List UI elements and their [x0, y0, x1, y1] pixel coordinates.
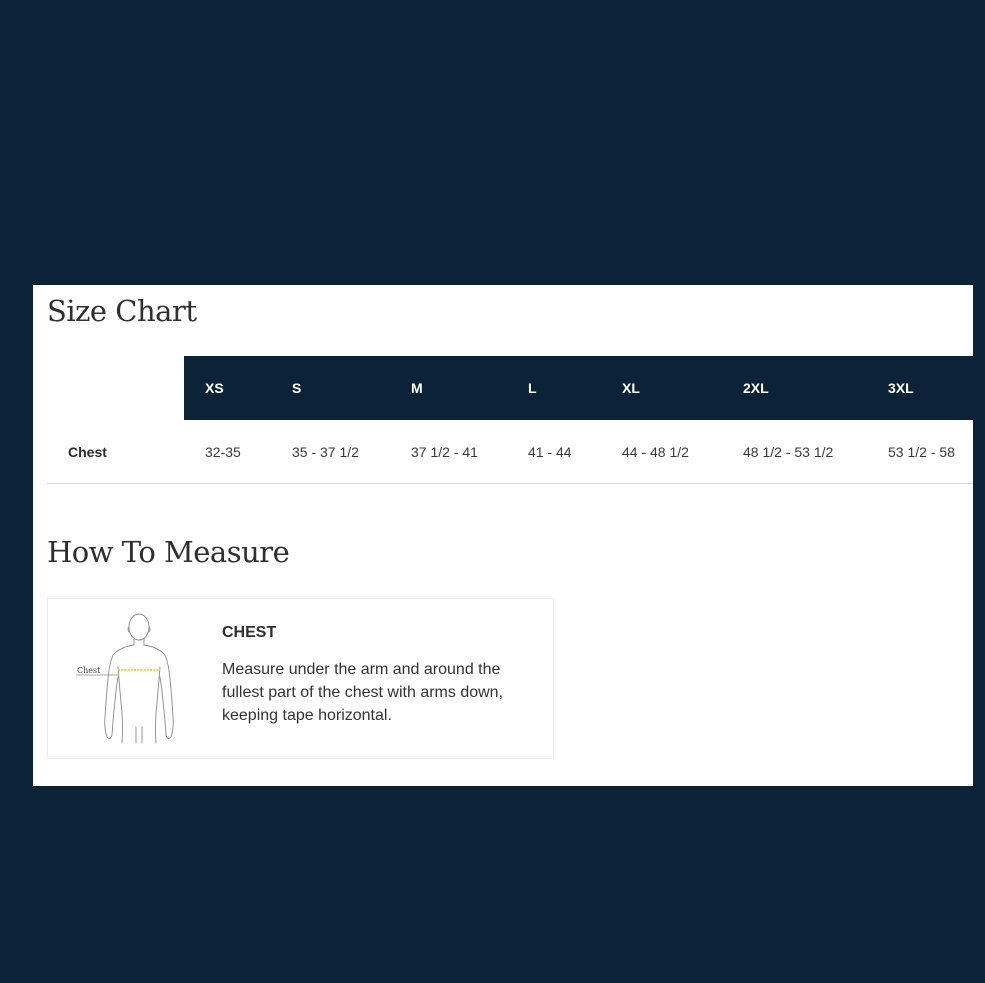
- size-header-band: [184, 356, 973, 420]
- cell-chest-l: 41 - 44: [528, 444, 572, 460]
- chest-measure-figure-icon: [68, 609, 208, 749]
- size-header-3xl: 3XL: [888, 380, 914, 396]
- cell-chest-xs: 32-35: [205, 444, 241, 460]
- size-header-l: L: [528, 380, 537, 396]
- size-header-xl: XL: [622, 380, 640, 396]
- cell-chest-xl: 44 - 48 1/2: [622, 444, 689, 460]
- cell-chest-s: 35 - 37 1/2: [292, 444, 359, 460]
- row-label-chest: Chest: [68, 444, 107, 460]
- size-header-row: [47, 356, 973, 420]
- size-header-xs: XS: [205, 380, 224, 396]
- table-row: [47, 420, 973, 484]
- size-table: [47, 356, 973, 484]
- size-header-s: S: [292, 380, 302, 396]
- figure-label-chest: Chest: [77, 666, 101, 675]
- cell-chest-m: 37 1/2 - 41: [411, 444, 478, 460]
- cell-chest-2xl: 48 1/2 - 53 1/2: [743, 444, 834, 460]
- size-chart-title: Size Chart: [47, 294, 197, 328]
- measure-text: [222, 624, 542, 727]
- size-chart-panel: [33, 285, 973, 786]
- size-header-2xl: 2XL: [743, 380, 769, 396]
- measure-card-chest: [47, 598, 554, 759]
- size-header-m: M: [411, 380, 423, 396]
- measure-description: Measure under the arm and around the fullest part of the chest with arms down, keeping tape horizontal.: [222, 661, 504, 724]
- measure-heading: CHEST: [222, 624, 277, 641]
- cell-chest-3xl: 53 1/2 - 58: [888, 444, 955, 460]
- how-to-measure-title: How To Measure: [47, 535, 290, 569]
